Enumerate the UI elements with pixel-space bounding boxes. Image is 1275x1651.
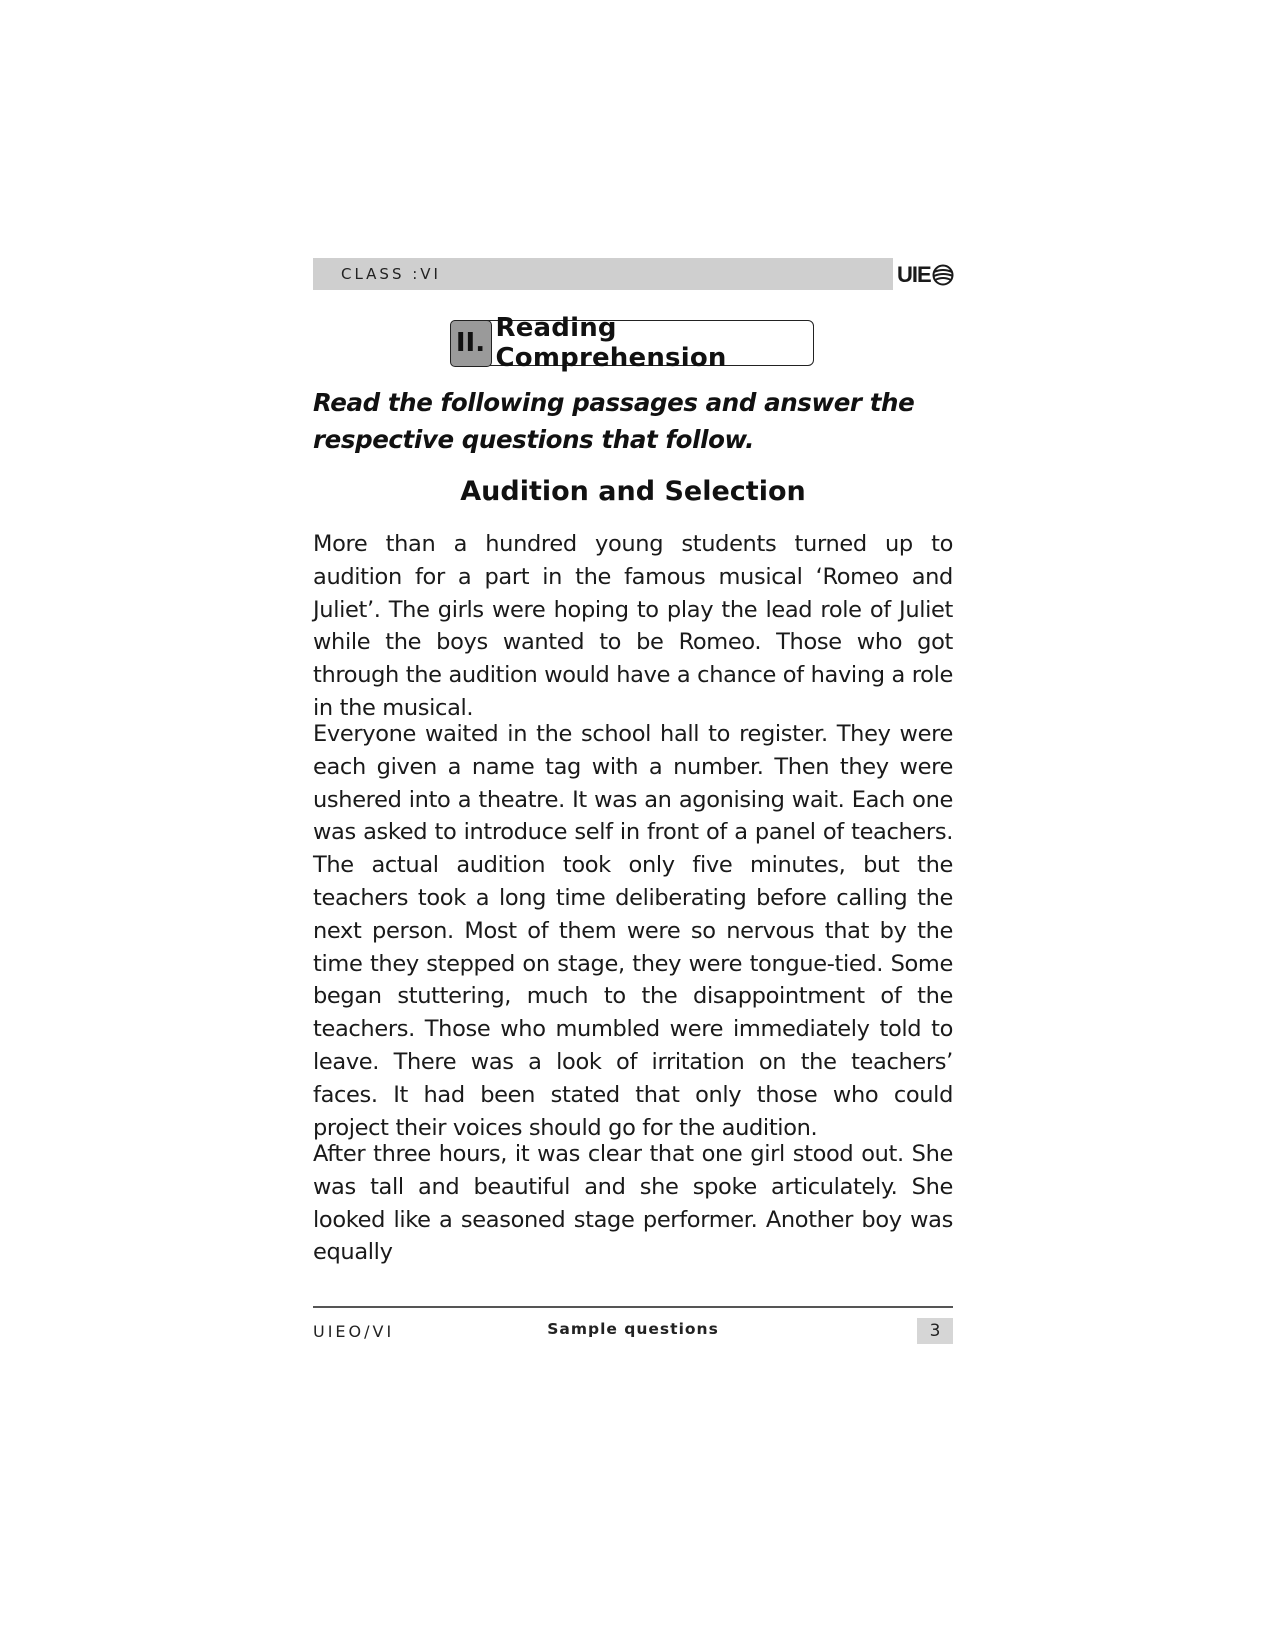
section-heading — [450, 313, 814, 373]
section-title: Reading Comprehension — [495, 313, 727, 373]
instructions: Read the following passages and answer the respective questions that follow. — [313, 388, 915, 454]
footer-divider — [313, 1306, 953, 1308]
page-number: 3 — [917, 1318, 953, 1344]
footer-title: Sample questions — [547, 1320, 719, 1338]
section-number: II. — [450, 320, 492, 367]
passage-paragraph: Everyone waited in the school hall to register. They were each given a name tag with a number. Then they were ushered into a theatre. It was an agonising wait. Each one was asked to introduce self in front of a panel of teachers. The actual audition took only five minutes, but the teachers took a long time deliberating before calling the next person. Most of them were so nervous that by the time they stepped on stage, they were tongue-tied. Some began stuttering, much to the disappointment of the teachers. Those who mumbled were immediately told to leave. There was a look of irritation on the teachers’ faces. It had been stated that only those who could project their voices should go for the audition. — [313, 721, 953, 1141]
header-band — [313, 258, 893, 290]
passage-paragraph: After three hours, it was clear that one girl stood out. She was tall and beautiful and she spoke articulately. She looked like a seasoned stage performer. Another boy was equally — [313, 1141, 953, 1266]
passage-paragraph: More than a hundred young students turned up to audition for a part in the famous musical ‘Romeo and Juliet’. The girls were hoping to play the lead role of Juliet while the boys wanted to be Romeo. Those who got through the audition would have a chance of having a role in the musical. — [313, 531, 953, 721]
globe-icon — [932, 264, 954, 286]
logo-text: UIE — [897, 262, 931, 287]
class-label: CLASS :VI — [341, 265, 441, 283]
passage-title: Audition and Selection — [460, 476, 806, 507]
footer-code: UIEO/VI — [313, 1322, 395, 1341]
uieo-logo — [897, 262, 954, 288]
